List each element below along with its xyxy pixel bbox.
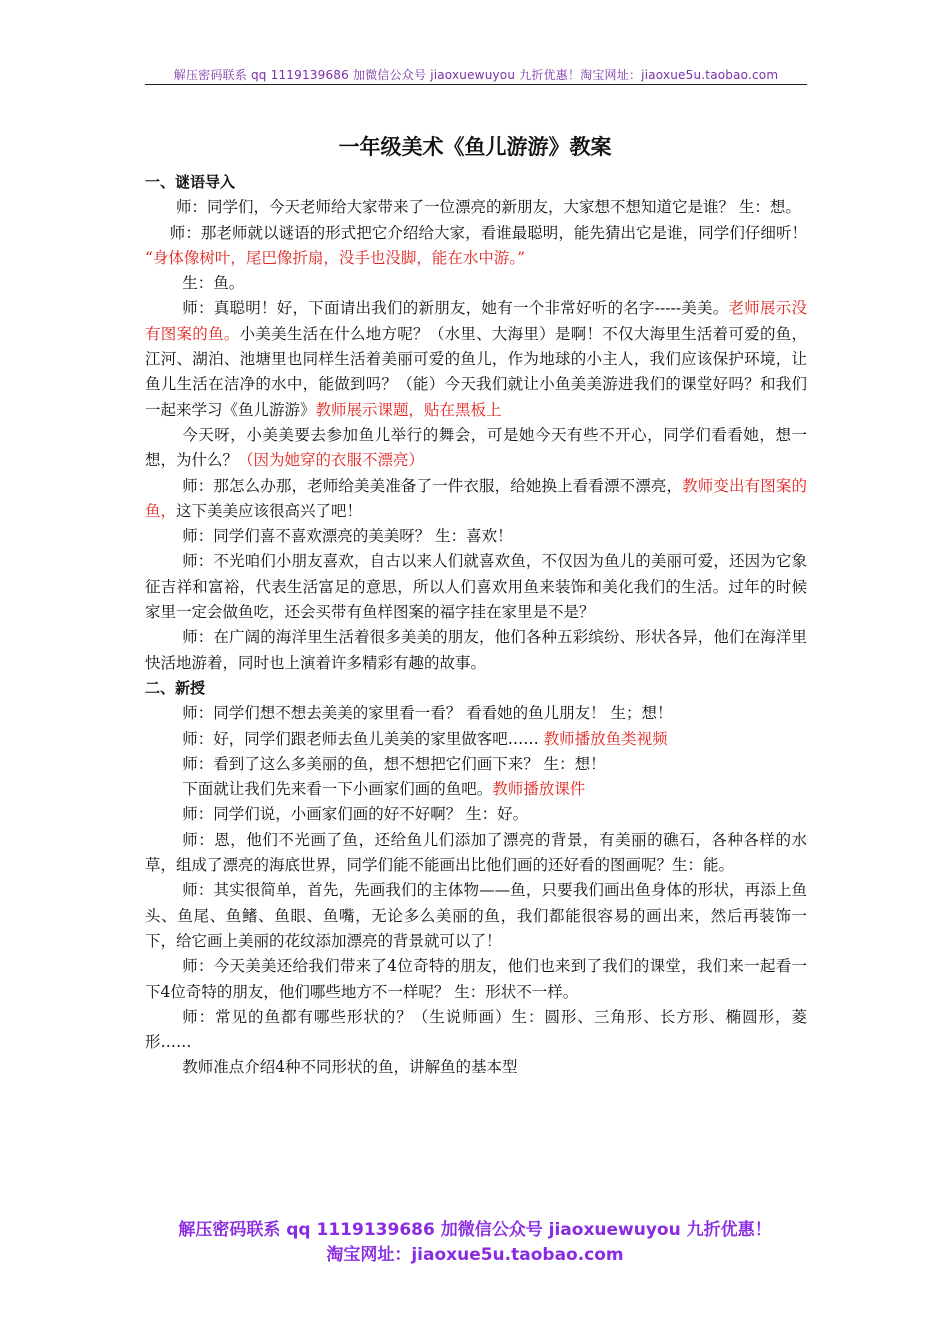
paragraph: 师：不光咱们小朋友喜欢，自古以来人们就喜欢鱼，不仅因为鱼儿的美丽可爱，还因为它象征吉祥和富裕，代表生活富足的意思，所以人们喜欢用鱼来装饰和美化我们的生活。过年的时候家里一定会做鱼吃，还会买带有鱼样图案的福字挂在家里是不是？ xyxy=(145,552,807,622)
document-body xyxy=(145,170,807,1081)
paragraph xyxy=(145,296,807,422)
paragraph: 师：同学们说，小画家们画的好不好啊？ 生：好。 xyxy=(182,805,529,824)
section-heading: 一、谜语导入 xyxy=(145,173,236,191)
paragraph: 师：同学们，今天老师给大家带来了一位漂亮的新朋友，大家想不想知道它是谁？ 生：想。 xyxy=(176,198,801,217)
footer-watermark xyxy=(0,1218,950,1268)
paragraph: 师：常见的鱼都有哪些形状的？（生说师画）生：圆形、三角形、长方形、椭圆形，菱形…… xyxy=(145,1007,807,1052)
text-run: 师：那怎么办那，老师给美美准备了一件衣服，给她换上看看漂不漂亮， xyxy=(182,476,683,495)
teacher-action: 教师展示课题，贴在黑板上 xyxy=(315,400,502,419)
paragraph: 师：看到了这么多美丽的鱼，想不想把它们画下来？ 生：想！ xyxy=(182,754,606,773)
paragraph: 师：同学们想不想去美美的家里看一看？ 看看她的鱼儿朋友！ 生；想！ xyxy=(182,704,673,723)
teacher-action: 教师变出有图案的鱼， xyxy=(145,476,807,520)
paragraph xyxy=(145,221,807,272)
paragraph: 师：其实很简单，首先，先画我们的主体物——鱼，只要我们画出鱼身体的形状，再添上鱼头、鱼尾、鱼鳍、鱼眼、鱼嘴，无论多么美丽的鱼，我们都能很容易的画出来，然后再装饰一下，给它画上美丽的花纹添加漂亮的背景就可以了！ xyxy=(145,881,807,950)
teacher-action: 教师播放课件 xyxy=(492,780,586,799)
text-run: 小美美生活在什么地方呢？（水里、大海里）是啊！不仅大海里生活着可爱的鱼，江河、湖泊、池塘里也同样生活着美丽可爱的鱼儿，作为地球的小主人，我们应该保护环境，让鱼儿生活在洁净的水中，能做到吗？（能）今天我们就让小鱼美美游进我们的课堂好吗？和我们一起来学习《鱼儿游游》 xyxy=(145,324,807,419)
footer-line: 解压密码联系 qq 1119139686 加微信公众号 jiaoxuewuyou 九折优惠！ xyxy=(178,1220,772,1240)
student-answer: （因为她穿的衣服不漂亮） xyxy=(238,451,425,470)
text-run: 这下美美应该很高兴了吧！ xyxy=(176,501,363,520)
riddle-text: “身体像树叶，尾巴像折扇，没手也没脚，能在水中游。” xyxy=(145,248,526,267)
paragraph xyxy=(145,423,807,474)
text-run: 师：真聪明！好，下面请出我们的新朋友，她有一个非常好听的名字-----美美。 xyxy=(182,299,729,318)
paragraph: 教师准点介绍4种不同形状的鱼，讲解鱼的基本型 xyxy=(182,1058,518,1077)
text-run: 下面就让我们先来看一下小画家们画的鱼吧。 xyxy=(182,780,493,799)
footer-line: 淘宝网址：jiaoxue5u.taobao.com xyxy=(326,1245,624,1265)
header-divider xyxy=(145,84,807,85)
text-run: 师：好，同学们跟老师去鱼儿美美的家里做客吧…… xyxy=(182,729,544,748)
paragraph: 师：在广阔的海洋里生活着很多美美的朋友，他们各种五彩缤纷、形状各异，他们在海洋里快活地游着，同时也上演着许多精彩有趣的故事。 xyxy=(145,628,807,672)
paragraph xyxy=(145,474,807,525)
text-run: 今天呀，小美美要去参加鱼儿举行的舞会，可是她今天有些不开心，同学们看看她，想一想，为什么？ xyxy=(145,425,807,470)
text-run: 师：那老师就以谜语的形式把它介绍给大家，看谁最聪明，能先猜出它是谁，同学们仔细听！ xyxy=(169,223,807,242)
paragraph: 师：同学们喜不喜欢漂亮的美美呀？ 生：喜欢！ xyxy=(182,527,513,546)
paragraph xyxy=(145,777,807,802)
paragraph: 生：鱼。 xyxy=(182,274,245,293)
teacher-action: 老师展示没有图案的鱼。 xyxy=(145,299,807,343)
paragraph: 师：恩，他们不光画了鱼，还给鱼儿们添加了漂亮的背景，有美丽的礁石，各种各样的水草，组成了漂亮的海底世界，同学们能不能画出比他们画的还好看的图画呢？生：能。 xyxy=(145,830,807,875)
paragraph xyxy=(145,727,807,752)
document-title: 一年级美术《鱼儿游游》教案 xyxy=(338,134,612,159)
teacher-action: 教师播放鱼类视频 xyxy=(543,729,668,748)
section-heading: 二、新授 xyxy=(145,678,206,697)
paragraph: 师：今天美美还给我们带来了4位奇特的朋友，他们也来到了我们的课堂，我们来一起看一下4位奇特的朋友，他们哪些地方不一样呢？ 生：形状不一样。 xyxy=(145,957,807,1001)
header-watermark: 解压密码联系 qq 1119139686 加微信公众号 jiaoxuewuyou 九折优惠！淘宝网址：jiaoxue5u.taobao.com xyxy=(173,68,779,82)
